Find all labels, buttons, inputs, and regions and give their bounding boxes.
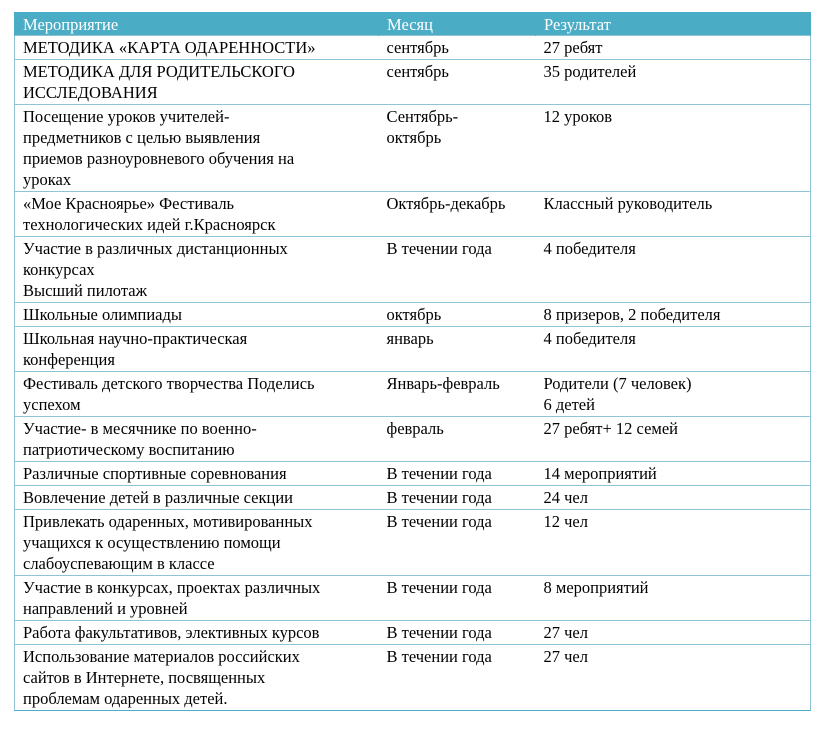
cell-event-line: МЕТОДИКА «КАРТА ОДАРЕННОСТИ» — [23, 38, 316, 57]
cell-event-line: уроках — [23, 170, 72, 189]
cell-result-line: 27 чел — [543, 623, 588, 642]
cell-event — [15, 417, 379, 462]
cell-month-line: В течении года — [386, 623, 492, 642]
cell-event-line: слабоуспевающим в классе — [23, 554, 215, 573]
cell-result-line: 4 победителя — [543, 329, 636, 348]
cell-month-line: В течении года — [386, 647, 492, 666]
cell-result-line: 27 ребят — [543, 38, 603, 57]
events-table-container — [14, 12, 810, 711]
cell-month-line: Январь-февраль — [386, 374, 500, 393]
cell-result-line: 12 уроков — [543, 107, 613, 126]
cell-month-line: Октябрь-декабрь — [386, 194, 506, 213]
cell-month — [379, 576, 536, 621]
cell-event-line: Использование материалов российских — [23, 647, 300, 666]
cell-event-line: технологических идей г.Красноярск — [23, 215, 276, 234]
cell-event — [15, 576, 379, 621]
cell-month — [379, 60, 536, 105]
cell-event-line: проблемам одаренных детей. — [23, 689, 228, 708]
cell-month — [379, 327, 536, 372]
cell-month-line: В течении года — [386, 239, 492, 258]
cell-event-line: Школьная научно-практическая — [23, 329, 248, 348]
cell-result — [536, 510, 811, 576]
table-header — [15, 12, 811, 36]
cell-month-line: февраль — [386, 419, 444, 438]
table-row — [15, 621, 811, 645]
cell-result-line: 8 призеров, 2 победителя — [543, 305, 721, 324]
cell-month — [379, 303, 536, 327]
table-row — [15, 192, 811, 237]
cell-event-line: конкурсах — [23, 260, 95, 279]
cell-event-line: ИССЛЕДОВАНИЯ — [23, 83, 158, 102]
cell-month-line: январь — [386, 329, 434, 348]
cell-event — [15, 192, 379, 237]
cell-event-line: Школьные олимпиады — [23, 305, 182, 324]
cell-month — [379, 192, 536, 237]
cell-result — [536, 417, 811, 462]
cell-event — [15, 372, 379, 417]
cell-month — [379, 621, 536, 645]
cell-result — [536, 303, 811, 327]
cell-result-line: 27 ребят+ 12 семей — [543, 419, 678, 438]
cell-event-line: Работа факультативов, элективных курсов — [23, 623, 320, 642]
cell-event — [15, 486, 379, 510]
cell-result — [536, 36, 811, 60]
cell-result-line: 24 чел — [543, 488, 588, 507]
header-row — [15, 12, 811, 36]
cell-event-line: предметников с целью выявления — [23, 128, 261, 147]
table-row — [15, 645, 811, 711]
cell-event-line: направлений и уровней — [23, 599, 188, 618]
table-row — [15, 36, 811, 60]
cell-event-line: Участие в различных дистанционных — [23, 239, 288, 258]
cell-event — [15, 327, 379, 372]
cell-month — [379, 105, 536, 192]
cell-month — [379, 237, 536, 303]
cell-month — [379, 417, 536, 462]
cell-event — [15, 303, 379, 327]
cell-result — [536, 486, 811, 510]
cell-event-line: Вовлечение детей в различные секции — [23, 488, 294, 507]
cell-event — [15, 60, 379, 105]
cell-result-line: 4 победителя — [543, 239, 636, 258]
cell-result — [536, 462, 811, 486]
events-table — [14, 12, 811, 711]
cell-event — [15, 237, 379, 303]
cell-event — [15, 462, 379, 486]
cell-result-line: 35 родителей — [543, 62, 637, 81]
cell-result-line: Родители (7 человек) — [543, 374, 692, 393]
cell-month — [379, 372, 536, 417]
cell-event — [15, 510, 379, 576]
table-row — [15, 237, 811, 303]
table-row — [15, 60, 811, 105]
cell-event-line: Участие- в месячнике по военно- — [23, 419, 257, 438]
cell-event — [15, 105, 379, 192]
cell-event-line: Различные спортивные соревнования — [23, 464, 287, 483]
cell-month-line: В течении года — [386, 578, 492, 597]
cell-result-line: 6 детей — [543, 395, 595, 414]
cell-result-line: Классный руководитель — [543, 194, 713, 213]
table-row — [15, 510, 811, 576]
cell-month — [379, 462, 536, 486]
cell-event-line: сайтов в Интернете, посвященных — [23, 668, 266, 687]
table-row — [15, 327, 811, 372]
cell-result-line: 8 мероприятий — [543, 578, 649, 597]
cell-event-line: «Мое Красноярье» Фестиваль — [23, 194, 235, 213]
cell-month-line: сентябрь — [386, 62, 449, 81]
table-row — [15, 303, 811, 327]
cell-event-line: Высший пилотаж — [23, 281, 147, 300]
cell-event-line: Участие в конкурсах, проектах различных — [23, 578, 321, 597]
cell-event-line: МЕТОДИКА ДЛЯ РОДИТЕЛЬСКОГО — [23, 62, 295, 81]
cell-result — [536, 60, 811, 105]
cell-event-line: Посещение уроков учителей- — [23, 107, 230, 126]
table-row — [15, 105, 811, 192]
cell-month-line: сентябрь — [386, 38, 449, 57]
header-month: Месяц — [379, 12, 536, 36]
cell-event-line: приемов разноуровневого обучения на — [23, 149, 295, 168]
cell-result — [536, 621, 811, 645]
table-row — [15, 486, 811, 510]
table-body — [15, 36, 811, 711]
cell-month-line: В течении года — [386, 488, 492, 507]
cell-result-line: 14 мероприятий — [543, 464, 657, 483]
table-row — [15, 372, 811, 417]
cell-result — [536, 192, 811, 237]
cell-month — [379, 36, 536, 60]
cell-event-line: Привлекать одаренных, мотивированных — [23, 512, 313, 531]
cell-month — [379, 510, 536, 576]
table-row — [15, 417, 811, 462]
cell-month-line: В течении года — [386, 464, 492, 483]
cell-month — [379, 645, 536, 711]
table-row — [15, 462, 811, 486]
cell-result — [536, 327, 811, 372]
cell-month — [379, 486, 536, 510]
cell-event — [15, 36, 379, 60]
cell-result — [536, 372, 811, 417]
cell-event-line: Фестиваль детского творчества Поделись — [23, 374, 315, 393]
header-event: Мероприятие — [15, 12, 379, 36]
cell-event-line: конференция — [23, 350, 115, 369]
cell-event-line: успехом — [23, 395, 81, 414]
cell-result-line: 12 чел — [543, 512, 588, 531]
cell-month-line: В течении года — [386, 512, 492, 531]
cell-event — [15, 621, 379, 645]
cell-event — [15, 645, 379, 711]
cell-result — [536, 105, 811, 192]
cell-result-line: 27 чел — [543, 647, 588, 666]
cell-event-line: учащихся к осуществлению помощи — [23, 533, 281, 552]
header-result: Результат — [536, 12, 811, 36]
cell-month-line: Сентябрь- — [386, 107, 459, 126]
cell-result — [536, 645, 811, 711]
cell-month-line: октябрь — [386, 128, 442, 147]
cell-event-line: патриотическому воспитанию — [23, 440, 235, 459]
cell-result — [536, 576, 811, 621]
cell-month-line: октябрь — [386, 305, 442, 324]
cell-result — [536, 237, 811, 303]
table-row — [15, 576, 811, 621]
